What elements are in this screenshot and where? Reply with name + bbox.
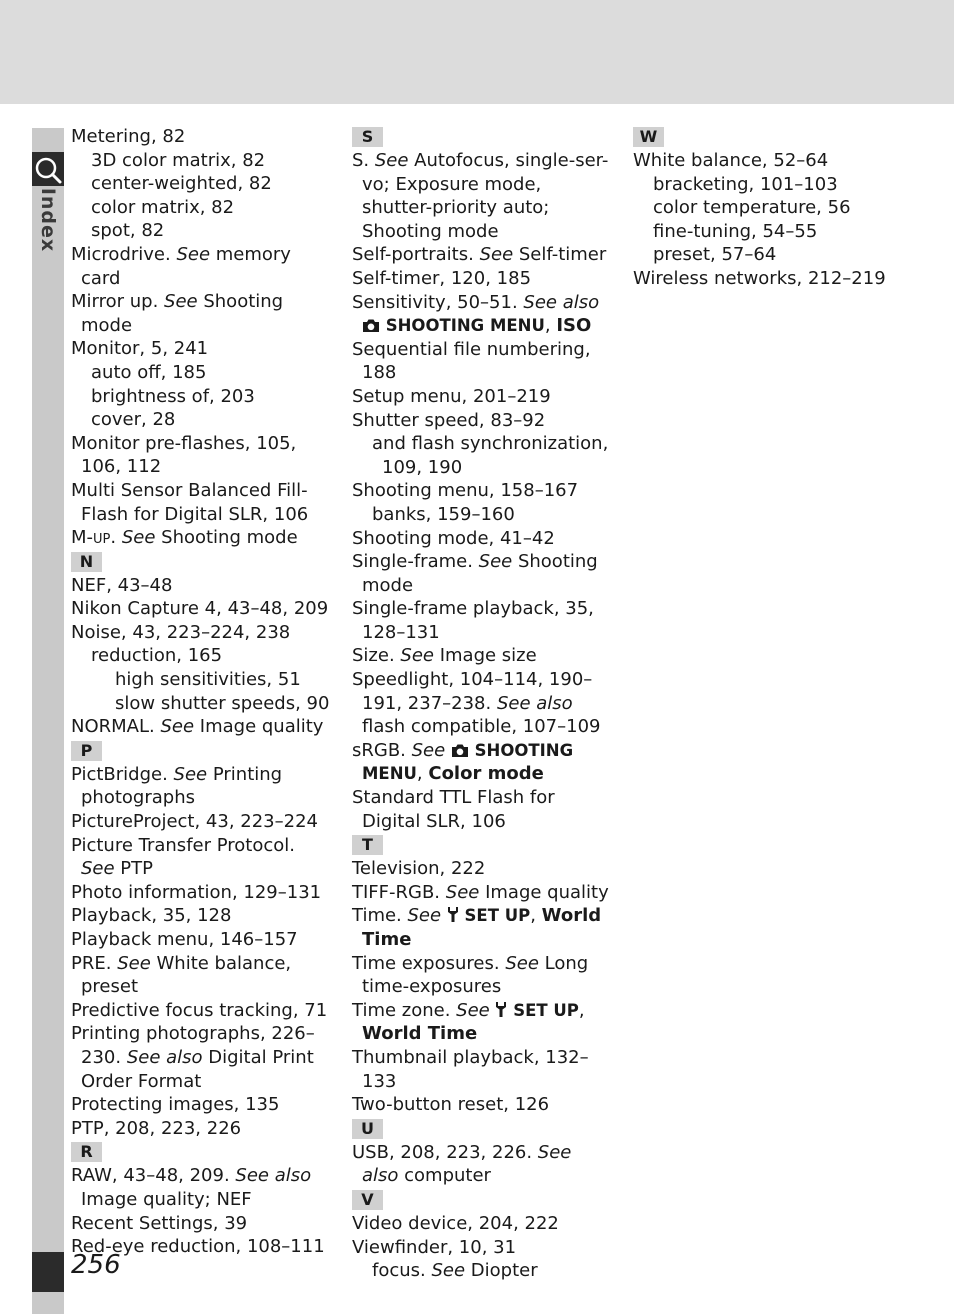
see-reference: See also (235, 1165, 312, 1187)
index-subentry (71, 149, 331, 173)
entry-text: Microdrive. (71, 243, 177, 265)
see-reference: See (407, 905, 442, 927)
entry-text: color matrix, 82 (91, 196, 235, 218)
entry-text: Shooting mode (81, 291, 284, 336)
see-reference: See (374, 150, 409, 171)
index-entry (352, 644, 612, 668)
index-subentry (633, 243, 893, 267)
entry-text: Video device, 204, 222 (352, 1212, 559, 1234)
index-subentry (71, 644, 331, 668)
entry-text: Multi Sensor Balanced Fill-Flash for Digital SLR, 106 (71, 479, 309, 525)
entry-text: PTP (114, 858, 154, 880)
see-reference: See (121, 527, 156, 549)
index-column-1 (71, 125, 331, 1259)
see-reference: See also (126, 1046, 203, 1068)
index-entry (71, 881, 331, 905)
header-band (0, 0, 954, 104)
section-letter-row (633, 125, 893, 149)
entry-text: sRGB. (352, 739, 412, 761)
index-entry (71, 999, 331, 1023)
index-entry (633, 267, 893, 291)
index-column-3 (633, 125, 893, 291)
entry-text: memory card (81, 243, 291, 289)
entry-text: Image quality (479, 881, 609, 903)
entry-text: Monitor pre-flashes, 105, 106, 112 (71, 432, 297, 478)
index-entry (352, 550, 612, 597)
index-entry (352, 385, 612, 409)
entry-text: Recent Settings, 39 (71, 1212, 248, 1234)
entry-text: computer (398, 1165, 491, 1187)
index-entry (71, 763, 331, 810)
index-subentry (352, 503, 612, 527)
entry-text: fine-tuning, 54–55 (653, 220, 818, 242)
entry-text: White balance, 52–64 (633, 150, 829, 171)
index-entry (352, 597, 612, 644)
section-letter-row (71, 550, 331, 574)
index-entry (71, 715, 331, 739)
entry-text: Image size (433, 645, 537, 667)
menu-item-name: Color mode (428, 763, 544, 785)
index-entry (71, 904, 331, 928)
entry-text: and flash synchronization, 109, 190 (372, 433, 609, 478)
see-reference: See (81, 858, 115, 880)
section-letter-heading: S (352, 127, 383, 147)
index-subentry (71, 172, 331, 196)
entry-text: high sensitivities, 51 (115, 669, 301, 691)
index-entry (633, 149, 893, 173)
entry-text: Monitor, 5, 241 (71, 338, 209, 360)
camera-icon (451, 742, 469, 758)
entry-text: Thumbnail playback, 132–133 (352, 1046, 589, 1092)
index-entry (352, 527, 612, 551)
entry-text: Red-eye reduction, 108–111 (71, 1236, 325, 1258)
menu-item-name: ISO (556, 315, 592, 337)
entry-text: PictBridge. (71, 763, 174, 785)
index-entry (71, 1022, 331, 1093)
entry-text: Shooting mode, 41–42 (352, 527, 555, 549)
index-entry (71, 1212, 331, 1236)
section-letter-row (352, 1117, 612, 1141)
index-entry (352, 409, 612, 433)
magnifier-icon (32, 152, 64, 186)
index-entry (352, 904, 612, 951)
entry-text: Single-frame. (352, 551, 479, 573)
index-entry (352, 857, 612, 881)
entry-text: Speedlight, 104–114, 190–191, 237–238. (352, 669, 593, 714)
entry-text: , (578, 999, 585, 1021)
entry-text: Shooting mode (362, 551, 598, 596)
entry-text: Shutter speed, 83–92 (352, 409, 546, 431)
section-letter-heading: U (352, 1119, 383, 1139)
index-entry (352, 952, 612, 999)
entry-text: PTP, 208, 223, 226 (71, 1117, 242, 1139)
entry-text: Noise, 43, 223–224, 238 (71, 621, 291, 643)
index-entry (352, 149, 612, 243)
entry-text: Photo information, 129–131 (71, 881, 322, 903)
entry-text: center-weighted, 82 (91, 173, 272, 195)
entry-text: Wireless networks, 212–219 (633, 267, 886, 289)
section-letter-row (71, 739, 331, 763)
entry-text: slow shutter speeds, 90 (115, 692, 330, 714)
menu-name: SHOOTING MENU (362, 740, 574, 784)
entry-text: Time exposures. (352, 952, 506, 974)
entry-text: M- (71, 527, 94, 549)
index-entry (71, 928, 331, 952)
entry-text: brightness of, 203 (91, 385, 255, 407)
index-subentry (71, 385, 331, 409)
entry-text: Time zone. (352, 999, 457, 1021)
entry-text: , (530, 905, 542, 927)
entry-text: Single-frame playback, 35, 128–131 (352, 598, 594, 643)
sidebar-band (32, 128, 64, 1314)
entry-text: Shooting mode (155, 527, 298, 549)
entry-text: Image quality; NEF (81, 1188, 252, 1210)
index-entry (352, 668, 612, 739)
see-reference: See (411, 739, 446, 761)
entry-text: Printing photographs (81, 763, 283, 809)
entry-text: cover, 28 (91, 409, 176, 431)
entry-text: Playback menu, 146–157 (71, 929, 298, 950)
index-subentry (352, 1259, 612, 1283)
index-entry (352, 338, 612, 385)
index-entry (71, 337, 331, 361)
section-letter-heading: P (71, 741, 102, 761)
entry-text: banks, 159–160 (372, 503, 515, 525)
entry-text: color temperature, 56 (653, 197, 851, 219)
entry-text: Time. (352, 905, 408, 927)
entry-text: . (110, 527, 122, 549)
index-entry (71, 290, 331, 337)
see-reference: See (160, 716, 195, 738)
index-entry (71, 526, 331, 550)
entry-text: NORMAL. (71, 716, 161, 738)
entry-text: Metering, 82 (71, 126, 186, 147)
index-entry (71, 597, 331, 621)
index-entry (71, 621, 331, 645)
index-entry (71, 810, 331, 834)
see-reference: See (173, 763, 208, 785)
index-entry (71, 125, 331, 149)
entry-text: Picture Transfer Protocol. (71, 834, 295, 856)
see-reference: See (431, 1260, 466, 1282)
entry-text: spot, 82 (91, 220, 165, 242)
section-letter-row (71, 1140, 331, 1164)
entry-text: PictureProject, 43, 223–224 (71, 811, 318, 833)
see-reference: See (117, 952, 151, 974)
wrench-icon (447, 906, 459, 923)
entry-text: focus. (372, 1260, 432, 1282)
entry-text: PRE. (71, 952, 118, 974)
index-entry (352, 881, 612, 905)
entry-text: , (544, 315, 557, 337)
section-letter-heading: R (71, 1142, 102, 1162)
section-letter-row (352, 125, 612, 149)
see-reference: See (445, 881, 480, 903)
entry-text: RAW, 43–48, 209. (71, 1165, 236, 1187)
entry-text: Viewfinder, 10, 31 (352, 1236, 517, 1258)
index-subentry (352, 432, 612, 479)
index-entry (71, 574, 331, 598)
entry-text: USB, 208, 223, 226. (352, 1141, 538, 1163)
wrench-icon (495, 1001, 507, 1018)
entry-text: Image quality (194, 716, 324, 738)
entry-text: Predictive focus tracking, 71 (71, 999, 328, 1021)
index-entry (352, 999, 612, 1046)
entry-text: Nikon Capture 4, 43–48, 209 (71, 598, 329, 620)
entry-text: Self-timer, 120, 185 (352, 267, 532, 289)
menu-name: SET UP (513, 1000, 579, 1020)
see-reference: See (456, 999, 490, 1021)
sidebar-title: Index (37, 187, 59, 253)
index-column-2 (352, 125, 612, 1283)
index-subentry (71, 408, 331, 432)
entry-text: Long time-exposures (362, 952, 589, 998)
entry-text: Printing photographs, 226–230. (71, 1023, 315, 1068)
index-entry (71, 1093, 331, 1117)
index-entry (352, 1212, 612, 1236)
index-entry (71, 952, 331, 999)
entry-text: White balance, preset (81, 952, 292, 998)
entry-text: Digital Print Order Format (81, 1046, 314, 1092)
index-subentry (633, 220, 893, 244)
menu-name: SHOOTING MENU (385, 316, 545, 336)
entry-text: Self-portraits. (352, 244, 480, 266)
index-subentry (633, 173, 893, 197)
entry-text: preset, 57–64 (653, 244, 777, 266)
entry-text: Sensitivity, 50–51. (352, 291, 524, 313)
section-letter-row (352, 1188, 612, 1212)
index-entry (352, 267, 612, 291)
index-subentry (71, 196, 331, 220)
see-reference: See (400, 645, 434, 667)
index-entry (71, 479, 331, 526)
section-letter-heading: W (633, 127, 664, 147)
index-entry (71, 432, 331, 479)
entry-text: Television, 222 (352, 858, 486, 880)
index-entry (352, 243, 612, 267)
camera-icon (362, 317, 380, 333)
menu-item-name: World Time (362, 1023, 478, 1045)
index-entry (352, 786, 612, 833)
entry-text: TIFF-RGB. (352, 881, 446, 903)
index-subentry (633, 196, 893, 220)
index-entry (352, 1236, 612, 1260)
section-letter-heading: T (352, 835, 383, 855)
index-entry (71, 243, 331, 290)
section-letter-row (352, 833, 612, 857)
index-subentry (71, 692, 331, 716)
see-reference: See (505, 952, 539, 974)
index-subentry (71, 219, 331, 243)
entry-text: S. (352, 150, 375, 171)
index-subentry (71, 668, 331, 692)
entry-text: 3D color matrix, 82 (91, 149, 266, 171)
index-entry (352, 1046, 612, 1093)
index-entry (352, 1093, 612, 1117)
entry-text: Self-timer (513, 244, 607, 266)
see-reference: See (176, 243, 211, 265)
see-reference: See also (496, 692, 573, 714)
entry-text: Mirror up. (71, 291, 165, 313)
see-reference: See (478, 551, 513, 573)
see-reference: See also (362, 1141, 572, 1187)
index-entry (352, 291, 612, 338)
entry-text: Two-button reset, 126 (352, 1094, 550, 1116)
thumb-tab-marker (32, 1252, 64, 1292)
index-entry (71, 834, 331, 881)
index-entry (71, 1164, 331, 1211)
entry-text: auto off, 185 (91, 361, 207, 383)
entry-text: Diopter (465, 1260, 538, 1282)
index-entry (352, 479, 612, 503)
entry-text: Shooting menu, 158–167 (352, 480, 579, 502)
page-number: 256 (71, 1250, 121, 1280)
entry-text: NEF, 43–48 (71, 574, 173, 596)
index-entry (352, 1141, 612, 1188)
index-subentry (71, 361, 331, 385)
entry-text: Autofocus, single-ser-vo; Exposure mode, shutter-priority auto; Shooting mode (362, 150, 609, 242)
entry-text: flash compatible, 107–109 (362, 716, 601, 738)
see-reference: See also (523, 291, 600, 313)
entry-text: , (416, 763, 429, 785)
entry-text: up (93, 527, 111, 549)
entry-text: Sequential file numbering, 188 (352, 338, 591, 384)
entry-text: Size. (352, 645, 401, 667)
entry-text: Protecting images, 135 (71, 1094, 280, 1116)
entry-text: Setup menu, 201–219 (352, 385, 551, 407)
menu-name: SET UP (464, 906, 531, 926)
section-letter-heading: N (71, 552, 102, 572)
menu-item-name: World Time (362, 905, 602, 950)
index-entry (71, 1117, 331, 1141)
index-entry (352, 739, 612, 786)
see-reference: See (164, 291, 198, 313)
entry-text: reduction, 165 (91, 645, 223, 667)
entry-text: Standard TTL Flash for Digital SLR, 106 (352, 787, 555, 832)
see-reference: See (479, 244, 514, 266)
entry-text: Playback, 35, 128 (71, 905, 232, 927)
section-letter-heading: V (352, 1190, 383, 1210)
entry-text: bracketing, 101–103 (653, 173, 838, 195)
